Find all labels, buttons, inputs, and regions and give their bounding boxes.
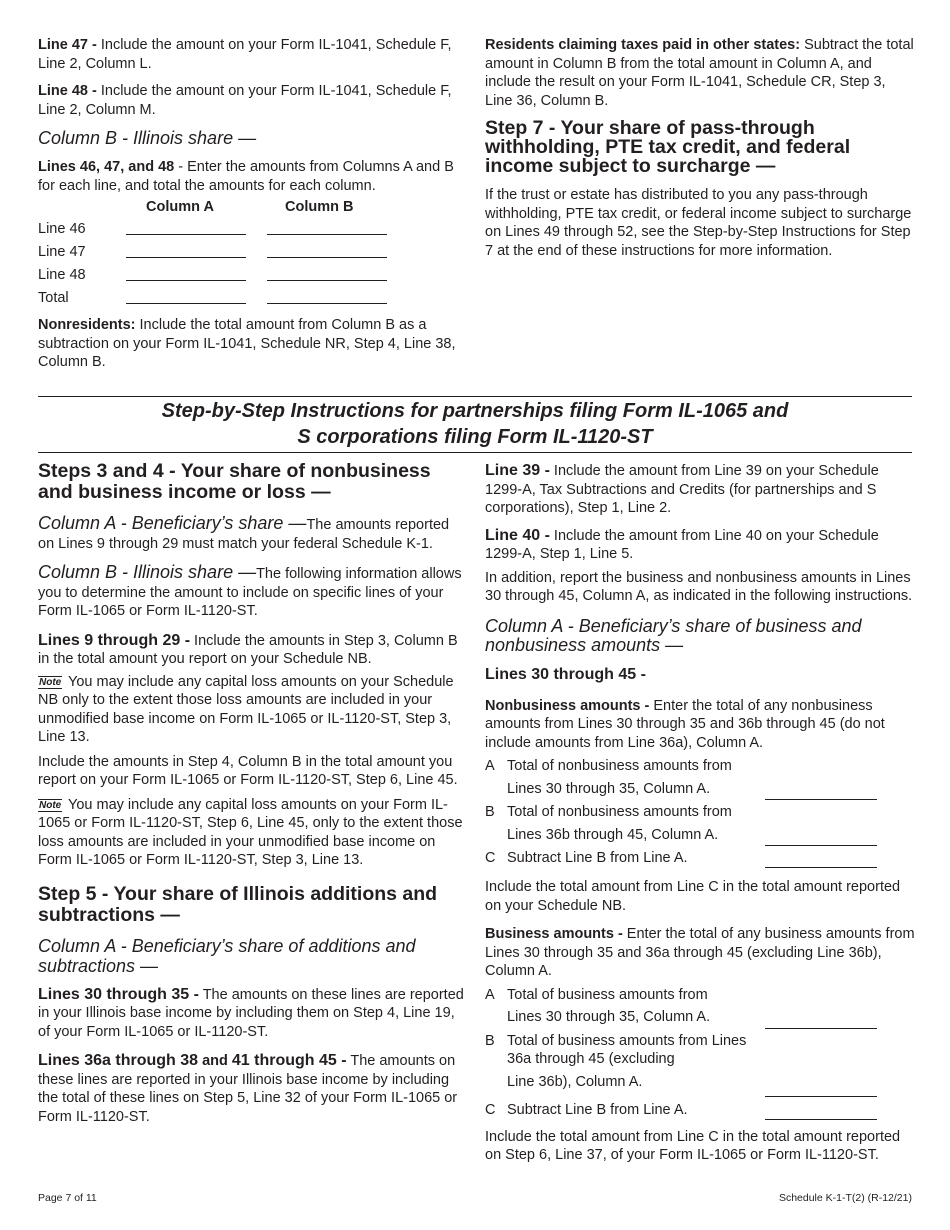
list-item: B Total of business amounts from Lines 36a through 45 (excluding Line 36b), Column A. xyxy=(485,1032,877,1101)
line39-paragraph: Line 39 - Include the amount from Line 39 on your Schedule 1299-A, Tax Subtractions and Credits (for partnerships and S corporations), Step 1, Line 2. xyxy=(485,462,879,516)
lines30-45-heading: Lines 30 through 45 - xyxy=(485,665,646,683)
column-b-header: Column B xyxy=(285,199,354,215)
step5-heading: Step 5 - Your share of Illinois additions and subtractions — xyxy=(38,882,438,926)
column-a-paragraph: Column A - Beneficiary’s share —The amounts reported on Lines 9 through 29 must match your federal Schedule K-1. xyxy=(38,513,450,552)
nonbusiness-paragraph: Nonbusiness amounts - Enter the total of any nonbusiness amounts from Lines 30 through 35 and 36b through 45 (do not include amounts from Line 36a), Column A. xyxy=(485,697,885,751)
lines-46-48-paragraph: Lines 46, 47, and 48 - Enter the amounts from Columns A and B for each line, and total the amounts for each column. xyxy=(38,159,454,194)
nonbusiness-b-field[interactable] xyxy=(765,831,877,846)
step5-column-a-heading: Column A - Beneficiary’s share of additions and subtractions — xyxy=(38,935,416,976)
business-a-field[interactable] xyxy=(765,1014,877,1029)
list-item: B Total of nonbusiness amounts from Lines 36b through 45, Column A. xyxy=(485,803,877,849)
business-b-field[interactable] xyxy=(765,1082,877,1097)
nonbusiness-include-paragraph: Include the total amount from Line C in the total amount reported on your Schedule NB. xyxy=(485,879,901,914)
line40-paragraph: Line 40 - Include the amount from Line 40 on your Schedule 1299-A, Step 1, Line 5. xyxy=(485,526,879,562)
column-b-field[interactable] xyxy=(267,220,387,235)
column-a-field[interactable] xyxy=(126,266,246,281)
top-right-column xyxy=(485,36,915,269)
table-row: Line 48 xyxy=(38,266,468,289)
column-a-header: Column A xyxy=(146,199,214,215)
business-list xyxy=(485,986,877,1124)
column-a-field[interactable] xyxy=(126,289,246,304)
beneficiary-share-heading: Column A - Beneficiary’s share of business and nonbusiness amounts — xyxy=(485,615,862,655)
column-a-field[interactable] xyxy=(126,243,246,258)
step7-heading: Step 7 - Your share of pass-through withholding, PTE tax credit, and federal income subject to surcharge — xyxy=(485,117,851,177)
column-b-field[interactable] xyxy=(267,266,387,281)
nonbusiness-list xyxy=(485,757,877,872)
lines36-paragraph: Lines 36a through 38 and 41 through 45 - The amounts on these lines are reported in your Illinois base income by including the total of these lines on Step 5, Line 32 of your Form IL-1065 or Form IL-1120-ST. xyxy=(38,1052,458,1125)
line47-paragraph: Line 47 - Include the amount on your Form IL-1041, Schedule F, Line 2, Column L. xyxy=(38,37,452,72)
column-b-paragraph: Column B - Illinois share —The following information allows you to determine the amount to include on specific lines of your Form IL-1065 or Form IL-1120-ST. xyxy=(38,562,462,619)
addition-paragraph: In addition, report the business and nonbusiness amounts in Lines 30 through 45, Column A, as indicated in the following instructions. xyxy=(485,569,913,604)
column-b-field[interactable] xyxy=(267,243,387,258)
column-b-field[interactable] xyxy=(267,289,387,304)
step7-paragraph: If the trust or estate has distributed to you any pass-through withholding, PTE tax credit, or federal income subject to surcharge on Lines 49 through 52, see the Step-by-Step Instructions for Step 7 at the end of these instructions for more information. xyxy=(485,187,912,259)
lines9-29-paragraph: Lines 9 through 29 - Include the amounts in Step 3, Column B in the total amount you report on your Schedule NB. xyxy=(38,631,458,667)
business-include-paragraph: Include the total amount from Line C in the total amount reported on Step 6, Line 37, of your Form IL-1065 or Form IL-1120-ST. xyxy=(485,1128,901,1163)
table-row: Line 47 xyxy=(38,243,468,266)
top-left-column xyxy=(38,36,468,381)
list-item: A Total of business amounts from Lines 30 through 35, Column A. xyxy=(485,986,877,1032)
bottom-left-column xyxy=(38,461,468,1135)
note-icon: Note xyxy=(39,676,62,688)
lines30-35-paragraph: Lines 30 through 35 - The amounts on these lines are reported in your Illinois base income by including them on Step 4, Line 19, of your Form IL-1065 or IL-1120-ST. xyxy=(38,985,464,1040)
bottom-right-column xyxy=(485,462,915,1174)
table-row: Total xyxy=(38,289,468,312)
note1-paragraph: Note You may include any capital loss amounts on your Schedule NB only to the extent those loss amounts are included in your unmodified base income on Form IL-1065 or IL-1120-ST, Step 3, Line 13. xyxy=(38,673,454,745)
business-c-field[interactable] xyxy=(765,1105,877,1120)
amount-table xyxy=(38,198,468,316)
nonresidents-paragraph: Nonresidents: Include the total amount from Column B as a subtraction on your Form IL-1041, Schedule NR, Step 4, Line 38, Column B. xyxy=(38,317,456,370)
page-number: Page 7 of 11 xyxy=(38,1192,97,1204)
nonbusiness-c-field[interactable] xyxy=(765,853,877,868)
business-paragraph: Business amounts - Enter the total of any business amounts from Lines 30 through 35 and 36a through 45 (excluding Line 36b), Column A. xyxy=(485,926,915,979)
residents-paragraph: Residents claiming taxes paid in other states: Subtract the total amount in Column B from the total amount in Column A, and include the result on your Form IL-1041, Schedule CR, Step 3, Line 36, Column B. xyxy=(485,37,914,109)
list-item: C Subtract Line B from Line A. xyxy=(485,1101,877,1124)
table-row: Line 46 xyxy=(38,220,468,243)
list-item: A Total of nonbusiness amounts from Lines 30 through 35, Column A. xyxy=(485,757,877,803)
note2-paragraph: Note You may include any capital loss amounts on your Form IL-1065 or Form IL-1120-ST, Step 6, Line 45, only to the extent those loss amounts are included in your unmodified base income on Form IL-1065 or Form IL-1120-ST, Step 3, Line 13. xyxy=(38,796,463,868)
list-item: C Subtract Line B from Line A. xyxy=(485,849,877,872)
steps34-heading: Steps 3 and 4 - Your share of nonbusiness and business income or loss — xyxy=(38,460,431,503)
section-title: Step-by-Step Instructions for partnerships filing Form IL-1065 and S corporations filing Form IL-1120-ST xyxy=(38,396,912,453)
line48-paragraph: Line 48 - Include the amount on your Form IL-1041, Schedule F, Line 2, Column M. xyxy=(38,83,452,118)
form-identifier: Schedule K-1-T(2) (R-12/21) xyxy=(778,1192,912,1204)
column-a-field[interactable] xyxy=(126,220,246,235)
nonbusiness-a-field[interactable] xyxy=(765,785,877,800)
note-icon: Note xyxy=(39,799,62,811)
column-b-heading: Column B - Illinois share — xyxy=(38,128,257,148)
step4-paragraph: Include the amounts in Step 4, Column B in the total amount you report on your Form IL-1065 or Form IL-1120-ST, Step 6, Line 45. xyxy=(38,753,458,788)
